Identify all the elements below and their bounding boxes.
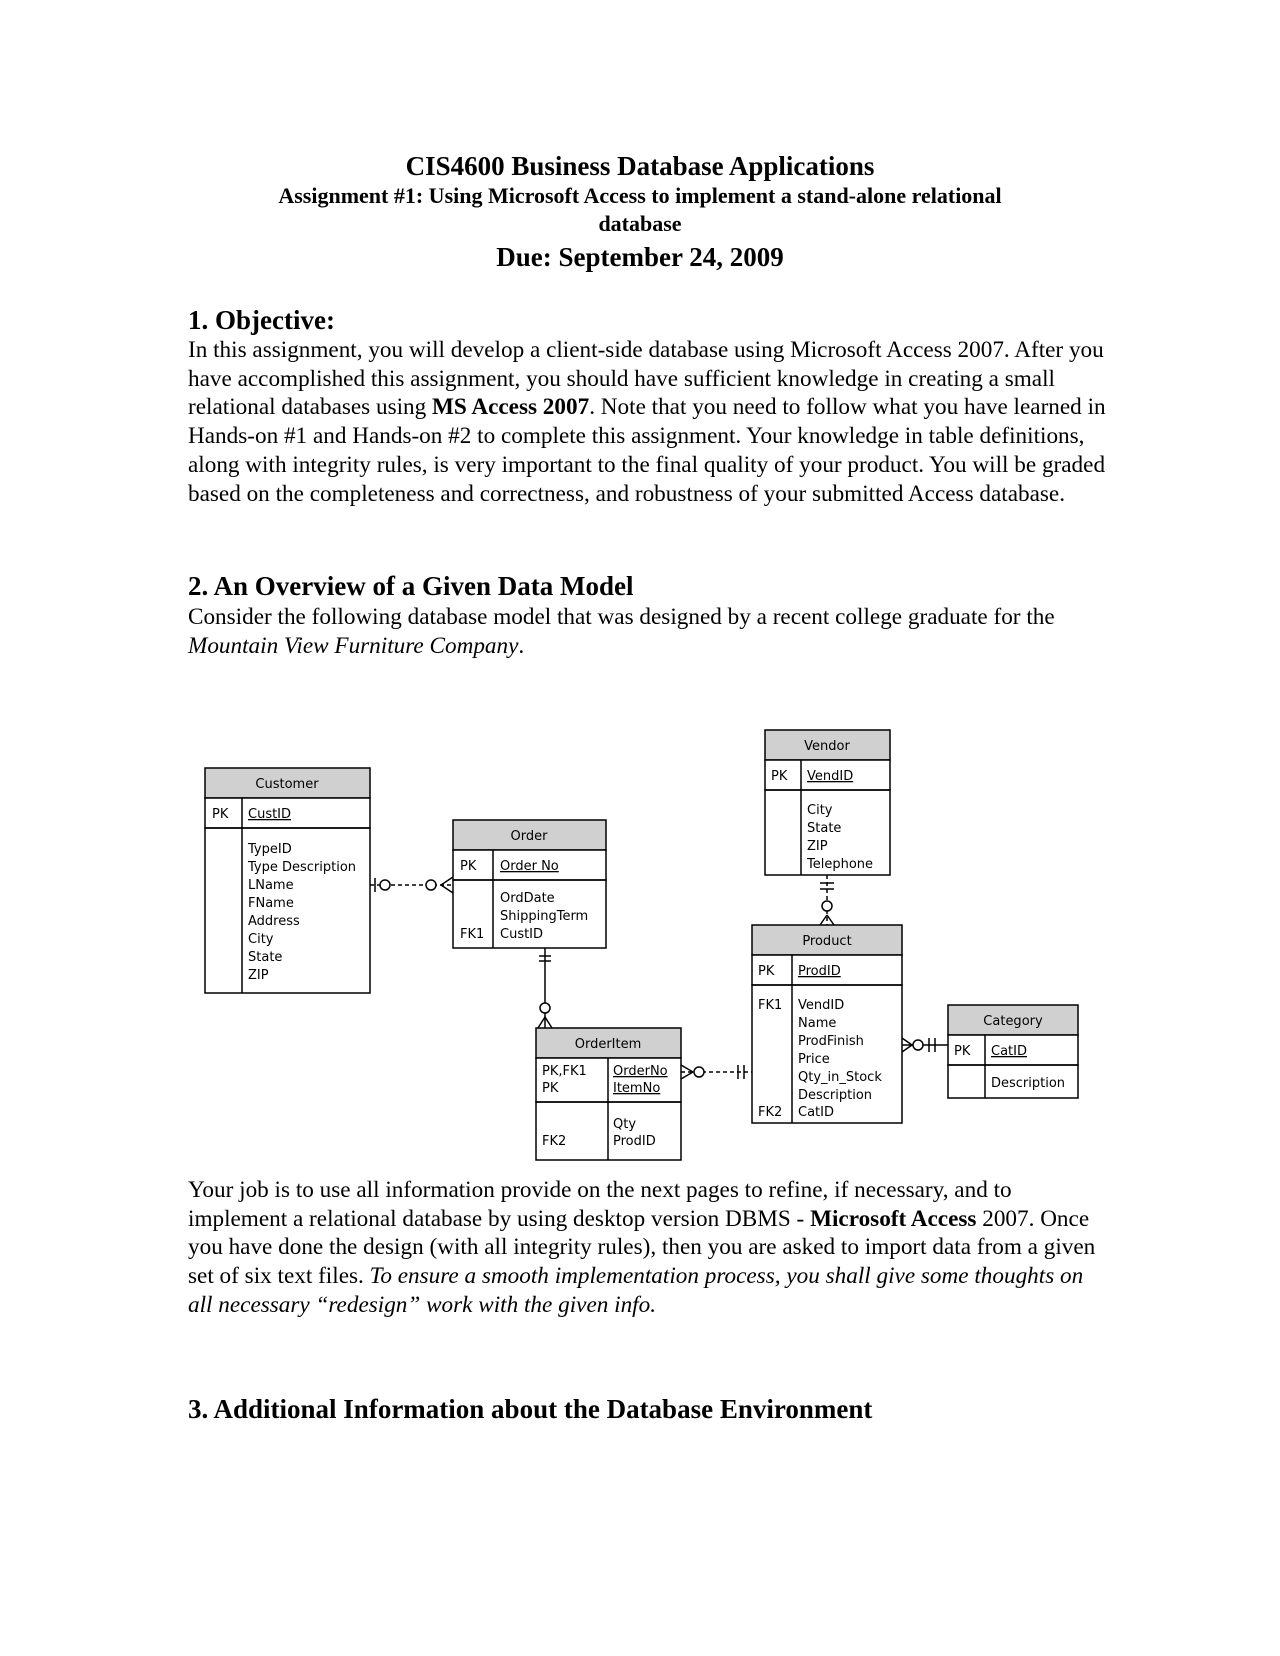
order-field: ShippingTerm	[500, 909, 589, 924]
entity-product	[752, 925, 902, 1123]
orderitem-key-field: ItemNo	[613, 1081, 661, 1096]
er-diagram	[195, 725, 1095, 1175]
relationship-vendor-product	[820, 875, 834, 925]
customer-pk-field: CustID	[248, 807, 292, 822]
rel-crowfoot	[681, 1065, 693, 1072]
order-pk-label: PK	[460, 859, 477, 874]
customer-field: Type Description	[248, 860, 357, 875]
product-field: Description	[798, 1088, 873, 1103]
product-pk-label: PK	[758, 964, 775, 979]
rel-crowfoot	[820, 915, 827, 925]
orderitem-name: OrderItem	[574, 1037, 642, 1052]
rel-crowfoot	[681, 1072, 693, 1079]
overview-paragraph	[188, 603, 1108, 660]
objective-text-a: In this assignment, you will develop a client-side database using Microsoft Access 2007. After you have accomplished this assignment, you should have sufficient knowledge in creating a small relational databases using	[188, 337, 1104, 421]
rel-circle	[426, 880, 436, 890]
entity-customer	[205, 768, 370, 993]
job-paragraph	[188, 1176, 1108, 1320]
due-date: Due: September 24, 2009	[496, 242, 784, 272]
rel-crowfoot	[827, 915, 834, 925]
section-3-heading: 3. Additional Information about the Database Environment	[188, 1394, 873, 1424]
relationship-customer-order	[370, 877, 453, 893]
job-text-a: Your job is to use all information provide on the next pages to refine, if necessary, and to implement a relational database by using desktop version DBMS -	[188, 1177, 1012, 1232]
customer-field: Address	[248, 914, 300, 929]
objective-paragraph	[188, 336, 1108, 508]
product-field: Name	[798, 1016, 837, 1031]
product-fk1-label: FK1	[758, 998, 783, 1013]
customer-field: LName	[248, 878, 294, 893]
relationship-order-orderitem	[538, 948, 552, 1028]
vendor-field: City	[807, 803, 833, 818]
product-field: Price	[798, 1052, 830, 1067]
rel-crowfoot	[441, 885, 453, 893]
overview-text-a: Consider the following database model that was designed by a recent college graduate for the	[188, 604, 1055, 630]
title-block	[190, 150, 1090, 274]
customer-pk-label: PK	[212, 807, 229, 822]
vendor-field: Telephone	[807, 857, 874, 872]
product-fk2-label: FK2	[758, 1105, 783, 1120]
rel-circle	[822, 901, 832, 911]
product-field: VendID	[798, 998, 845, 1013]
objective-text-bold: MS Access 2007	[432, 394, 590, 421]
product-field: CatID	[798, 1105, 834, 1120]
product-field: ProdFinish	[798, 1034, 864, 1049]
customer-field: City	[248, 932, 274, 947]
category-field: Description	[991, 1076, 1066, 1091]
orderitem-fk2-label: FK2	[542, 1134, 567, 1149]
category-pk-label: PK	[954, 1044, 971, 1059]
relationship-orderitem-product	[681, 1065, 752, 1079]
customer-field: FName	[248, 896, 294, 911]
job-text-bold: Microsoft Access	[810, 1205, 977, 1232]
rel-circle	[380, 880, 390, 890]
vendor-field: ZIP	[807, 839, 828, 854]
rel-crowfoot	[545, 1017, 552, 1028]
orderitem-key-label: PK	[542, 1081, 559, 1096]
course-title: CIS4600 Business Database Applications	[405, 151, 875, 181]
rel-crowfoot	[902, 1045, 912, 1052]
category-pk-field: CatID	[991, 1044, 1027, 1059]
order-pk-field: Order No	[500, 859, 559, 874]
customer-name: Customer	[255, 777, 319, 792]
orderitem-key-field: OrderNo	[613, 1064, 668, 1079]
rel-circle	[913, 1040, 923, 1050]
product-pk-field: ProdID	[798, 964, 841, 979]
objective-text-b: . Note that you need to follow what you have learned in Hands-on #1 and Hands-on #2 to complete this assignment. Your knowledge in table definitions, along with integrity rules, is very important to the final quality of your product. You will be graded based on the completeness and correctness, and robustness of your submitted Access database.	[188, 394, 1106, 507]
job-text-italic: To ensure a smooth implementation process, you shall give some thoughts on all necessary “redesign” work with the given info.	[188, 1263, 1084, 1318]
rel-crowfoot	[538, 1017, 545, 1028]
entity-order	[453, 820, 606, 948]
orderitem-key-label: PK,FK1	[542, 1064, 587, 1079]
job-text-b: 2007. Once you have done the design (with all integrity rules), then you are asked to import data from a given set of six text files.	[188, 1205, 1096, 1290]
relationship-product-category	[902, 1038, 948, 1052]
product-name: Product	[802, 934, 852, 949]
section-1-heading: 1. Objective:	[188, 305, 335, 335]
vendor-pk-label: PK	[771, 769, 788, 784]
rel-circle	[540, 1003, 550, 1013]
product-field: Qty_in_Stock	[798, 1070, 882, 1085]
rel-crowfoot	[441, 877, 453, 885]
overview-text-b: .	[518, 632, 525, 659]
entity-vendor	[765, 730, 890, 875]
assignment-title-line1: Assignment #1: Using Microsoft Access to implement a stand-alone relational	[278, 183, 1002, 208]
order-field: OrdDate	[500, 891, 555, 906]
order-field: CustID	[500, 927, 544, 942]
order-name: Order	[510, 829, 548, 844]
category-name: Category	[983, 1014, 1043, 1029]
section-2-heading: 2. An Overview of a Given Data Model	[188, 571, 634, 601]
orderitem-field: ProdID	[613, 1134, 656, 1149]
entity-category	[948, 1005, 1078, 1098]
vendor-field: State	[807, 821, 842, 836]
vendor-name: Vendor	[804, 739, 850, 754]
order-fk1-label: FK1	[460, 927, 485, 942]
customer-field: State	[248, 950, 283, 965]
rel-crowfoot	[902, 1038, 912, 1045]
assignment-title-line2: database	[598, 211, 682, 236]
orderitem-field: Qty	[613, 1117, 637, 1132]
customer-field: TypeID	[248, 842, 292, 857]
customer-field: ZIP	[248, 968, 269, 983]
entity-orderitem	[536, 1028, 681, 1160]
company-name: Mountain View Furniture Company	[188, 632, 519, 659]
rel-circle	[694, 1067, 704, 1077]
vendor-pk-field: VendID	[807, 769, 854, 784]
